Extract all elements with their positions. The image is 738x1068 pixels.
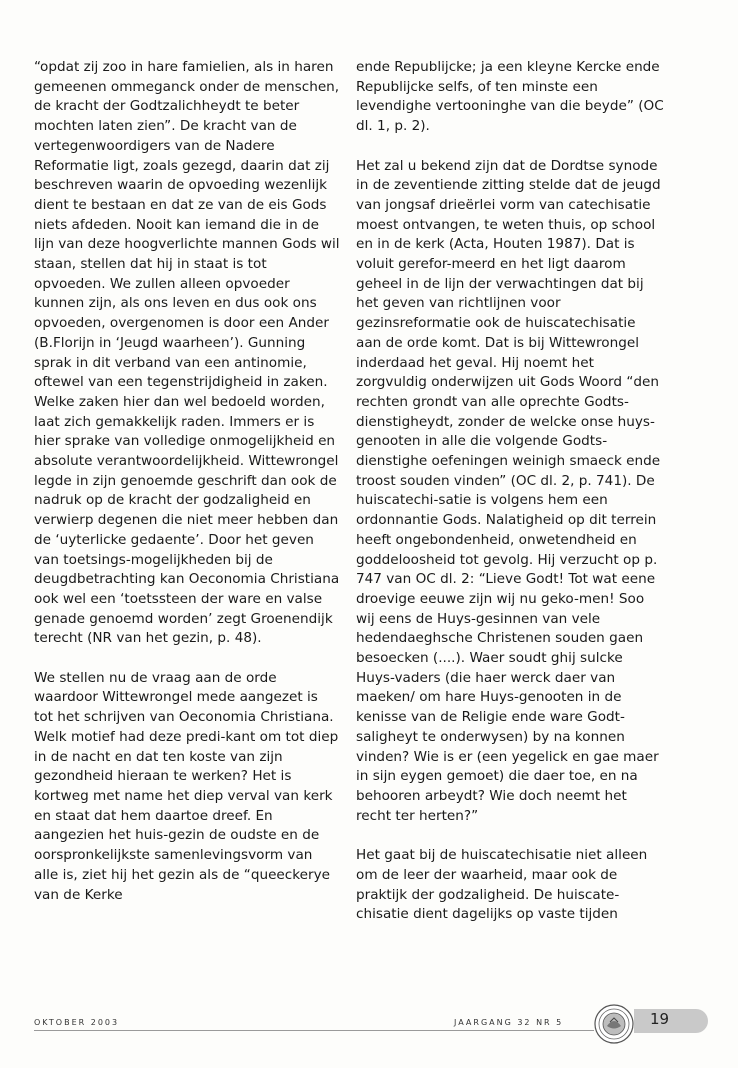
- page-number: 19: [650, 1010, 670, 1028]
- left-column: [34, 58, 340, 925]
- page-number-tab: [634, 1009, 708, 1033]
- footer-volume: JAARGANG 32 NR 5: [454, 1018, 564, 1027]
- left-paragraph-2: We stellen nu de vraag aan de orde waardoor Wittewrongel mede aangezet is tot het schrijven van Oeconomia Christiana. Welk motief had deze predi-kant om tot diep in de nacht en dat ten koste van zijn gezondheid hieraan te werken? Het is kortweg met name het diep verval van kerk en staat dat hem daartoe dreef. En aangezien het huis-gezin de oudste en de oorspronkelijkste samenlevingsvorm van alle is, ziet hij het gezin als de “queeckerye van de Kerke: [34, 669, 339, 903]
- right-paragraph-2: Het zal u bekend zijn dat de Dordtse synode in de zeventiende zitting stelde dat de jeugd van jongsaf drieërlei vorm van catechisatie moest ontvangen, te weten thuis, op school en in de kerk (Acta, Houten 1987). Dat is voluit gerefor-meerd en het ligt daarom geheel in de lijn der verwachtingen dat bij het geven van richtlijnen voor gezinsreformatie ook de huiscatechisatie aan de orde komt. Dat is bij Wittewrongel inderdaad het geval. Hij noemt het zorgvuldig onderwijzen uit Gods Woord “den rechten grondt van alle oprechte Godts-dienstigheydt, zonder de welcke onse huys-genooten in alle die volgende Godts-dienstighe oefeningen weinigh smaeck ende troost souden vinden” (OC dl. 2, p. 741). De huiscatechi-satie is volgens hem een ordonnantie Gods. Nalatigheid op dit terrein heeft ongebondenheid, onwetendheid en goddeloosheid tot gevolg. Hij verzucht op p. 747 van OC dl. 2: “Lieve Godt! Tot wat eene droevige eeuwe zijn wij nu geko-men! Soo wij eens de Huys-gesinnen van vele hedendaeghsche Christenen souden gaen besoecken (....). Waer soudt ghij sulcke Huys-vaders (die haer werck daer van maeken/ om hare Huys-genooten in de kenisse van de Religie ende ware Godt-saligheyt te onderwysen) by na konnen vinden? Wie is er (een yegelick en gae maer in sijn eygen gemoet) die daer toe, en na behooren arbeydt? Wie doch neemt het recht ter herten?”: [356, 157, 661, 824]
- footer-date: OKTOBER 2003: [34, 1018, 120, 1027]
- right-column: [356, 58, 664, 945]
- footer-rule: [34, 1030, 594, 1031]
- right-paragraph-3: Het gaat bij de huiscatechisatie niet alleen om de leer der waarheid, maar ook de praktijk der godzaligheid. De huiscate-chisatie dient dagelijks op vaste tijden: [356, 847, 648, 923]
- left-paragraph-1: “opdat zij zoo in hare famielien, als in haren gemeenen ommeganck onder de menschen, de kracht der Godtzalichheydt te beter mochten laten zien”. De kracht van de vertegenwoordigers van de Nadere Reformatie ligt, zoals gezegd, daarin dat zij beschreven waarin de opvoeding wezenlijk dient te bestaan en dat ze van de eis Gods niets afdeden. Nooit kan iemand die in de lijn van deze hoogverlichte mannen Gods wil staan, stellen dat hij in staat is tot opvoeden. We zullen alleen opvoeder kunnen zijn, als ons leven en dus ook ons opvoeden, overgenomen is door een Ander (B.Florijn in ‘Jeugd waarheen’). Gunning sprak in dit verband van een antinomie, oftewel van een tegenstrijdigheid in zaken. Welke zaken hier dan wel bedoeld worden, laat zich gemakkelijk raden. Immers er is hier sprake van volledige onmogelijkheid en absolute verantwoordelijkheid. Wittewrongel legde in zijn genoemde geschrift dan ook de nadruk op de kracht der godzaligheid en verwierp degenen die niet meer hebben dan de ‘uyterlicke gedaente’. Door het geven van toetsings-mogelijkheden bij de deugdbetrachting kan Oeconomia Christiana ook wel een ‘toetssteen der ware en valse genade genoemd worden’ zegt Groenendijk terecht (NR van het gezin, p. 48).: [34, 59, 340, 647]
- right-paragraph-1: ende Republijcke; ja een kleyne Kercke ende Republijcke selfs, of ten minste een levendighe vertooninghe van die beyde” (OC dl. 1, p. 2).: [356, 59, 664, 135]
- page-footer: [34, 1010, 708, 1054]
- emblem-seal-icon: [594, 1004, 634, 1044]
